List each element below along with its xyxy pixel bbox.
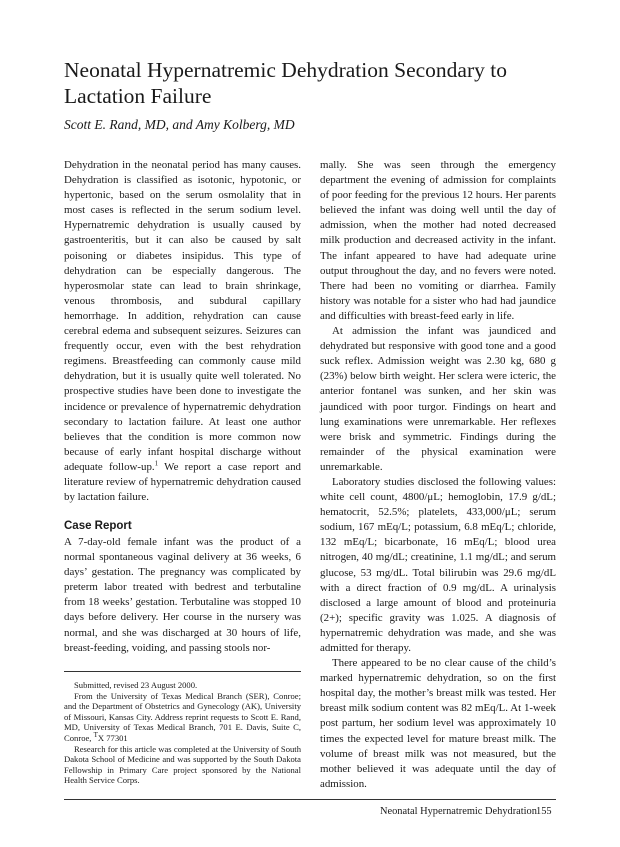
affiliation-sup: T: [93, 731, 98, 740]
affiliation-text: From the University of Texas Medical Branch (SER), Conroe; and the Department of Obstetrics and Gynecology (AK), University of Missouri, Kansas City. Address reprint requests to Scott E. Rand, MD, University of Texas Medical Branch, 701 E. Davis, Suite C, Conroe,: [64, 690, 301, 743]
affiliation-text-end: X 77301: [97, 732, 128, 743]
body-paragraph: Laboratory studies disclosed the following values: white cell count, 4800/μL; hemoglobin, 17.9 g/dL; hematocrit, 52.5%; platelets, 433,000/μL; serum sodium, 167 mEq/L; potassium, 6.8 mEq/L; chloride, 132 mEq/L; bicarbonate, 16 mEq/L; blood urea nitrogen, 40 mg/dL; creatinine, 1.1 mg/dL; and serum glucose, 53 mg/dL. Total bilirubin was 29.6 mg/dL with a direct fraction of 0.9 mg/dL. A urinalysis disclosed a large amount of blood and proteinuria (2+); specific gravity was 1.025. A diagnosis of hypernatremic dehydration was made, and she was admitted for therapy.: [320, 475, 556, 654]
left-column: [64, 158, 301, 505]
footnote-submitted: Submitted, revised 23 August 2000.: [74, 680, 198, 690]
footnote-divider: [64, 671, 301, 672]
intro-text: Dehydration in the neonatal period has many causes. Dehydration is classified as isotonic, hypotonic, or hypertonic, based on the serum osmolality that in most cases is reflected in the serum sodium level. Hypernatremic dehydration is usually caused by gastroenteritis, but it can also be caused by salt poisoning or diabetes insipidus. This type of dehydration can be especially dangerous. The hyperosmolar state can lead to brain shrinkage, venous thrombosis, and subdural capillary hemorrhage. In addition, rehydration can cause cerebral edema and subsequent seizures. Seizures can frequently occur, even with the best rehydration regimens. Breastfeeding can commonly cause mild dehydration, but it is usually quite well tolerated. No prospective studies have been done to investigate the incidence or prevalence of hypernatremic dehydration secondary to lactation failure. At least one author believes that the condition is more common now because of early infant hospital discharge without adequate follow-up.: [64, 159, 301, 473]
body-paragraph: mally. She was seen through the emergency department the evening of admission for complaints of poor feeding for the previous 12 hours. Her parents believed the infant was doing well until the day of admission, when the mother had noted decreased milk production and decreased activity in the infant. The infant appeared to have had adequate urine output throughout the day, and no fevers were noted. There had been no vomiting or diarrhea. Family history was notable for a sister who had had jaundice and difficulties with breast-feed early in life.: [320, 159, 556, 322]
intro-paragraph: [64, 158, 301, 505]
page-number: 155: [536, 806, 552, 817]
intro-text-continued: We report a case report and literature review of hypernatremic dehydration caused by lactation failure.: [64, 460, 301, 504]
running-title: Neonatal Hypernatremic Dehydration: [380, 806, 537, 817]
article-title: Neonatal Hypernatremic Dehydration Secondary to Lactation Failure: [64, 58, 507, 108]
right-column: [320, 158, 556, 792]
case-report-paragraph: A 7-day-old female infant was the product of a normal spontaneous vaginal delivery at 36 weeks, 6 days’ gestation. The pregnancy was complicated by preterm labor treated with bedrest and terbutaline from 18 weeks’ gestation. Terbutaline was stopped 10 days before delivery. Her course in the nursery was normal, and she was discharged at 30 hours of life, breast-feeding, voiding, and passing stools nor-: [64, 536, 301, 654]
section-heading-case-report: Case Report: [64, 520, 132, 532]
body-paragraph: There appeared to be no clear cause of the child’s marked hypernatremic dehydration, so on the first hospital day, the mother’s breast milk was tested. Her breast milk sodium content was 82 mEq/L. At 1-week post partum, her sodium level was approximately 10 times the expected level for mature breast milk. The volume of breast milk was not measured, but the mother believed it was adequate until the day of admission.: [320, 657, 556, 790]
footnote-block: [64, 680, 301, 786]
reference-marker: 1: [154, 459, 159, 468]
body-paragraph: At admission the infant was jaundiced and dehydrated but responsive with good tone and a good suck reflex. Admission weight was 2.30 kg, 680 g (23%) below birth weight. Her sclera were icteric, the anterior fontanel was sunken, and her skin was jaundiced with poor turgor. Findings on heart and lung examinations were unremarkable. Her reflexes were brisk and symmetric. Findings during the remainder of the physical examination were unremarkable.: [320, 325, 556, 473]
footnote-research: Research for this article was completed at the University of South Dakota School of Medicine and was supported by the South Dakota Fellowship in Primary Care project sponsored by the National Health Service Corps.: [64, 743, 301, 786]
footnote-affiliation: [64, 691, 301, 744]
footer-divider: [64, 799, 556, 800]
article-authors: Scott E. Rand, MD, and Amy Kolberg, MD: [64, 117, 295, 132]
